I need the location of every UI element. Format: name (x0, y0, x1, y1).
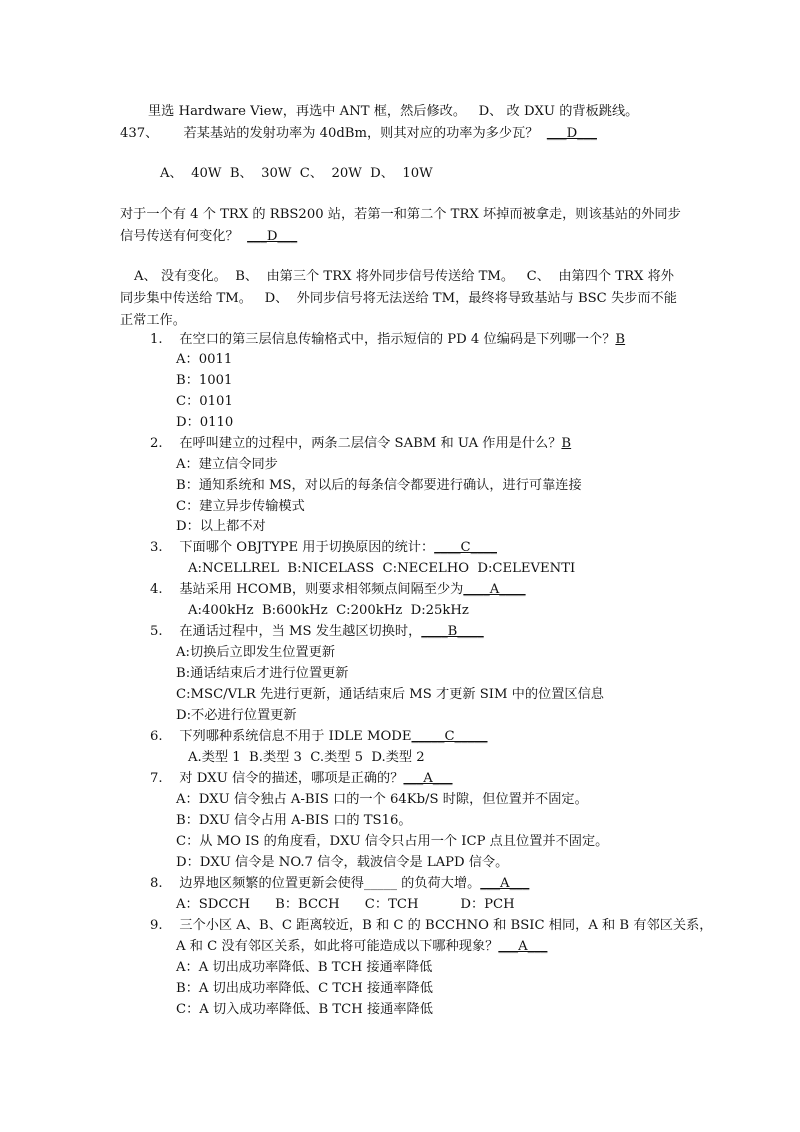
question-line: 7. 对 DXU 信令的描述，哪项是正确的？___A___ (150, 771, 453, 786)
option-line: A：DXU 信令独占 A-BIS 口的一个 64Kb/S 时隙，但位置并不固定。 (176, 792, 588, 807)
answer-mark: ____B____ (421, 624, 484, 639)
answer-mark: ___A___ (498, 939, 548, 954)
question-line: 6. 下列哪种系统信息不用于 IDLE MODE_____C_____ (150, 729, 488, 744)
question-line: 1. 在空口的第三层信息传输格式中，指示短信的 PD 4 位编码是下列哪一个？B (150, 332, 626, 347)
question-line: 5. 在通话过程中，当 MS 发生越区切换时，____B____ (150, 624, 484, 639)
option-line: D：以上都不对 (176, 519, 266, 534)
answer-mark: ___A___ (480, 876, 530, 891)
answer-mark: ___A___ (403, 771, 453, 786)
answer-mark: ___D___ (546, 126, 597, 141)
question-line: 437、 若某基站的发射功率为 40dBm，则其对应的功率为多少瓦？ ___D___ (120, 126, 597, 141)
option-line: B：1001 (176, 373, 233, 388)
question-line: A 和 C 没有邻区关系，如此将可能造成以下哪种现象？___A___ (176, 939, 548, 954)
question-line: 信号传送有何变化？ ___D___ (120, 229, 298, 244)
answer-mark: B (615, 332, 626, 347)
option-line: A:400kHz B:600kHz C:200kHz D:25kHz (188, 603, 469, 618)
question-line: 8. 边界地区频繁的位置更新会使得_____ 的负荷大增。___A___ (150, 876, 530, 891)
options-line: A、 没有变化。 B、 由第三个 TRX 将外同步信号传送给 TM。 C、 由第四个 TRX 将外 (134, 269, 674, 284)
option-line: C：0101 (176, 394, 233, 409)
option-line: C:MSC/VLR 先进行更新，通话结束后 MS 才更新 SIM 中的位置区信息 (176, 687, 604, 702)
option-line: B：通知系统和 MS，对以后的每条信令都要进行确认，进行可靠连接 (176, 478, 582, 493)
option-line: A:切换后立即发生位置更新 (176, 645, 336, 660)
question-line: 2. 在呼叫建立的过程中，两条二层信令 SABM 和 UA 作用是什么？B (150, 436, 572, 451)
option-line: A：SDCCH B：BCCH C：TCH D：PCH (176, 897, 515, 912)
option-line: B：A 切出成功率降低、C TCH 接通率降低 (176, 981, 433, 996)
option-line: D：0110 (176, 415, 234, 430)
option-line: D：DXU 信令是 NO.7 信令，载波信令是 LAPD 信令。 (176, 855, 509, 870)
options-line: A、 40W B、 30W C、 20W D、 10W (160, 166, 433, 181)
options-line: 正常工作。 (120, 313, 186, 328)
option-line: A.类型 1 B.类型 3 C.类型 5 D.类型 2 (188, 750, 425, 765)
option-line: A:NCELLREL B:NICELASS C:NECELHO D:CELEVENTI (188, 561, 576, 576)
answer-mark: ____A____ (463, 582, 526, 597)
option-line: A：0011 (176, 352, 233, 367)
option-line: A：A 切出成功率降低、B TCH 接通率降低 (176, 960, 433, 975)
option-line: A：建立信令同步 (176, 457, 278, 472)
question-line: 对于一个有 4 个 TRX 的 RBS200 站，若第一和第二个 TRX 坏掉而被拿走，则该基站的外同步 (120, 207, 681, 222)
question-line: 3. 下面哪个 OBJTYPE 用于切换原因的统计：____C____ (150, 540, 497, 555)
answer-mark: ___D___ (247, 229, 298, 244)
text-line: 里选 Hardware View，再选中 ANT 框，然后修改。 D、 改 DXU 的背板跳线。 (148, 104, 639, 119)
option-line: C：建立异步传输模式 (176, 499, 305, 514)
option-line: C：从 MO IS 的角度看，DXU 信令只占用一个 ICP 点且位置并不固定。 (176, 834, 609, 849)
option-line: D:不必进行位置更新 (176, 708, 297, 723)
option-line: C：A 切入成功率降低、B TCH 接通率降低 (176, 1002, 433, 1017)
answer-mark: B (561, 436, 572, 451)
option-line: B：DXU 信令占用 A-BIS 口的 TS16。 (176, 813, 412, 828)
question-line: 9. 三个小区 A、B、C 距离较近，B 和 C 的 BCCHNO 和 BSIC 相同，A 和 B 有邻区关系， (150, 918, 713, 933)
options-line: 同步集中传送给 TM。 D、 外同步信号将无法送给 TM，最终将导致基站与 BSC 失步而不能 (120, 291, 677, 306)
question-line: 4. 基站采用 HCOMB，则要求相邻频点间隔至少为____A____ (150, 582, 526, 597)
answer-mark: _____C_____ (411, 729, 488, 744)
option-line: B:通话结束后才进行位置更新 (176, 666, 349, 681)
answer-mark: ____C____ (434, 540, 497, 555)
